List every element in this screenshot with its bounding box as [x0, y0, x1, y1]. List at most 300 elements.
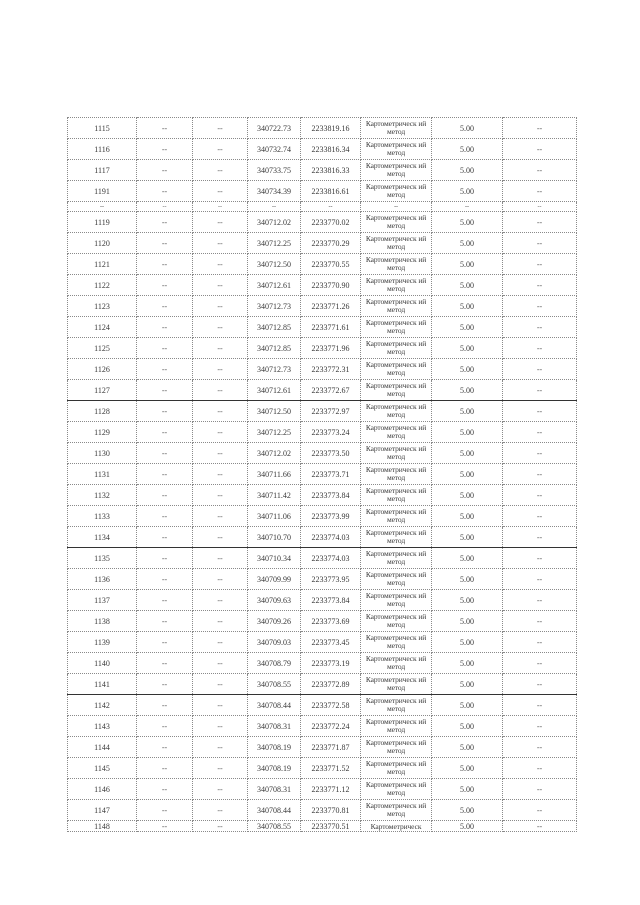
x-coordinate-cell: 340712.25: [248, 422, 301, 443]
y-coordinate-cell: 2233770.02: [301, 212, 361, 233]
empty-cell: --: [137, 779, 193, 800]
empty-cell: --: [137, 443, 193, 464]
y-coordinate-cell: 2233770.90: [301, 275, 361, 296]
empty-cell: --: [137, 233, 193, 254]
x-coordinate-cell: 340708.44: [248, 695, 301, 716]
accuracy-cell: 5.00: [432, 632, 503, 653]
coordinates-table: [67, 117, 577, 832]
method-cell: Картометрическ ий метод: [361, 160, 432, 181]
method-cell: Картометрическ ий метод: [361, 212, 432, 233]
x-coordinate-cell: 340712.50: [248, 401, 301, 422]
x-coordinate-cell: 340712.02: [248, 443, 301, 464]
y-coordinate-cell: 2233773.99: [301, 506, 361, 527]
empty-cell: --: [503, 233, 577, 254]
empty-cell: --: [503, 443, 577, 464]
y-coordinate-cell: 2233773.84: [301, 485, 361, 506]
point-number-cell: 1191: [68, 181, 137, 202]
point-number-cell: 1128: [68, 401, 137, 422]
accuracy-cell: 5.00: [432, 758, 503, 779]
empty-cell: --: [503, 674, 577, 695]
empty-cell: --: [503, 254, 577, 275]
empty-cell: --: [193, 275, 248, 296]
empty-cell: --: [137, 716, 193, 737]
method-cell: Картометрическ ий метод: [361, 443, 432, 464]
empty-cell: --: [193, 296, 248, 317]
point-number-cell: 1122: [68, 275, 137, 296]
empty-cell: --: [193, 443, 248, 464]
empty-cell: --: [193, 590, 248, 611]
y-coordinate-cell: 2233771.52: [301, 758, 361, 779]
table-row: [68, 181, 577, 202]
accuracy-cell: 5.00: [432, 160, 503, 181]
method-cell: Картометрическ ий метод: [361, 569, 432, 590]
x-coordinate-cell: 340709.63: [248, 590, 301, 611]
table-row: [68, 674, 577, 695]
empty-cell: --: [193, 695, 248, 716]
empty-cell: --: [503, 359, 577, 380]
method-cell: Картометрическ ий метод: [361, 380, 432, 401]
accuracy-cell: 5.00: [432, 800, 503, 821]
empty-cell: --: [193, 338, 248, 359]
x-coordinate-cell: 340711.42: [248, 485, 301, 506]
accuracy-cell: 5.00: [432, 737, 503, 758]
empty-cell: --: [503, 275, 577, 296]
empty-cell: --: [193, 800, 248, 821]
method-cell: Картометрическ ий метод: [361, 464, 432, 485]
x-coordinate-cell: 340708.19: [248, 758, 301, 779]
x-coordinate-cell: --: [248, 202, 301, 212]
empty-cell: --: [193, 737, 248, 758]
empty-cell: --: [193, 401, 248, 422]
empty-cell: --: [137, 485, 193, 506]
accuracy-cell: 5.00: [432, 527, 503, 548]
empty-cell: --: [193, 779, 248, 800]
empty-cell: --: [193, 359, 248, 380]
y-coordinate-cell: 2233771.87: [301, 737, 361, 758]
y-coordinate-cell: 2233771.12: [301, 779, 361, 800]
table-row: [68, 800, 577, 821]
x-coordinate-cell: 340712.73: [248, 359, 301, 380]
empty-cell: --: [137, 275, 193, 296]
point-number-cell: 1121: [68, 254, 137, 275]
empty-cell: --: [137, 569, 193, 590]
x-coordinate-cell: 340708.31: [248, 716, 301, 737]
table-row: [68, 569, 577, 590]
empty-cell: --: [137, 118, 193, 139]
table-row: [68, 275, 577, 296]
empty-cell: --: [137, 548, 193, 569]
empty-cell: --: [137, 821, 193, 832]
x-coordinate-cell: 340708.55: [248, 821, 301, 832]
empty-cell: --: [503, 118, 577, 139]
y-coordinate-cell: 2233772.67: [301, 380, 361, 401]
method-cell: Картометрическ ий метод: [361, 233, 432, 254]
x-coordinate-cell: 340734.39: [248, 181, 301, 202]
empty-cell: --: [193, 181, 248, 202]
y-coordinate-cell: 2233774.03: [301, 527, 361, 548]
point-number-cell: 1130: [68, 443, 137, 464]
x-coordinate-cell: 340709.03: [248, 632, 301, 653]
empty-cell: --: [503, 800, 577, 821]
empty-cell: --: [137, 181, 193, 202]
table-row: [68, 443, 577, 464]
y-coordinate-cell: 2233771.26: [301, 296, 361, 317]
table-row: [68, 779, 577, 800]
method-cell: Картометрическ ий метод: [361, 401, 432, 422]
table-row: [68, 401, 577, 422]
table-row: [68, 254, 577, 275]
table-row: [68, 464, 577, 485]
empty-cell: --: [193, 139, 248, 160]
table-row: [68, 338, 577, 359]
method-cell: Картометрическ ий метод: [361, 118, 432, 139]
y-coordinate-cell: 2233773.95: [301, 569, 361, 590]
empty-cell: --: [193, 506, 248, 527]
empty-cell: --: [503, 401, 577, 422]
y-coordinate-cell: 2233816.34: [301, 139, 361, 160]
empty-cell: --: [193, 160, 248, 181]
point-number-cell: 1129: [68, 422, 137, 443]
empty-cell: --: [137, 695, 193, 716]
empty-cell: --: [137, 758, 193, 779]
empty-cell: --: [193, 611, 248, 632]
point-number-cell: --: [68, 202, 137, 212]
empty-cell: --: [137, 590, 193, 611]
point-number-cell: 1136: [68, 569, 137, 590]
method-cell: Картометрическ ий метод: [361, 506, 432, 527]
accuracy-cell: 5.00: [432, 653, 503, 674]
accuracy-cell: 5.00: [432, 380, 503, 401]
method-cell: Картометрическ ий метод: [361, 254, 432, 275]
point-number-cell: 1135: [68, 548, 137, 569]
method-cell: Картометрическ ий метод: [361, 611, 432, 632]
y-coordinate-cell: 2233816.33: [301, 160, 361, 181]
empty-cell: --: [503, 821, 577, 832]
method-cell: Картометрическ ий метод: [361, 548, 432, 569]
empty-cell: --: [137, 464, 193, 485]
empty-cell: --: [193, 674, 248, 695]
table-row: [68, 118, 577, 139]
empty-cell: --: [137, 401, 193, 422]
empty-cell: --: [503, 296, 577, 317]
empty-cell: --: [503, 737, 577, 758]
point-number-cell: 1131: [68, 464, 137, 485]
empty-cell: --: [137, 359, 193, 380]
accuracy-cell: 5.00: [432, 359, 503, 380]
empty-cell: --: [137, 632, 193, 653]
method-cell: Картометрическ ий метод: [361, 758, 432, 779]
table-row: [68, 590, 577, 611]
accuracy-cell: 5.00: [432, 821, 503, 832]
accuracy-cell: 5.00: [432, 139, 503, 160]
y-coordinate-cell: 2233774.03: [301, 548, 361, 569]
empty-cell: --: [503, 317, 577, 338]
method-cell: Картометрическ ий метод: [361, 338, 432, 359]
method-cell: Картометрическ ий метод: [361, 737, 432, 758]
y-coordinate-cell: 2233773.19: [301, 653, 361, 674]
method-cell: Картометрическ ий метод: [361, 422, 432, 443]
table-row: [68, 317, 577, 338]
x-coordinate-cell: 340732.74: [248, 139, 301, 160]
empty-cell: --: [503, 506, 577, 527]
empty-cell: --: [503, 464, 577, 485]
point-number-cell: 1141: [68, 674, 137, 695]
point-number-cell: 1138: [68, 611, 137, 632]
y-coordinate-cell: 2233773.69: [301, 611, 361, 632]
y-coordinate-cell: 2233773.71: [301, 464, 361, 485]
point-number-cell: 1137: [68, 590, 137, 611]
empty-cell: --: [193, 212, 248, 233]
table-row: [68, 422, 577, 443]
x-coordinate-cell: 340709.26: [248, 611, 301, 632]
empty-cell: --: [193, 632, 248, 653]
table-row: [68, 380, 577, 401]
table-row: [68, 359, 577, 380]
method-cell: Картометрическ: [361, 821, 432, 832]
point-number-cell: 1132: [68, 485, 137, 506]
table-row: [68, 548, 577, 569]
point-number-cell: 1139: [68, 632, 137, 653]
x-coordinate-cell: 340712.50: [248, 254, 301, 275]
y-coordinate-cell: 2233771.61: [301, 317, 361, 338]
point-number-cell: 1144: [68, 737, 137, 758]
empty-cell: --: [193, 821, 248, 832]
accuracy-cell: 5.00: [432, 611, 503, 632]
x-coordinate-cell: 340712.73: [248, 296, 301, 317]
empty-cell: --: [137, 422, 193, 443]
x-coordinate-cell: 340712.85: [248, 338, 301, 359]
point-number-cell: 1125: [68, 338, 137, 359]
point-number-cell: 1117: [68, 160, 137, 181]
method-cell: Картометрическ ий метод: [361, 296, 432, 317]
empty-cell: --: [503, 653, 577, 674]
empty-cell: --: [503, 181, 577, 202]
method-cell: Картометрическ ий метод: [361, 653, 432, 674]
point-number-cell: 1133: [68, 506, 137, 527]
empty-cell: --: [193, 548, 248, 569]
table-row: [68, 233, 577, 254]
table-row: [68, 506, 577, 527]
y-coordinate-cell: 2233772.24: [301, 716, 361, 737]
method-cell: Картометрическ ий метод: [361, 275, 432, 296]
empty-cell: --: [137, 338, 193, 359]
y-coordinate-cell: 2233772.31: [301, 359, 361, 380]
accuracy-cell: 5.00: [432, 254, 503, 275]
x-coordinate-cell: 340722.73: [248, 118, 301, 139]
point-number-cell: 1119: [68, 212, 137, 233]
accuracy-cell: 5.00: [432, 338, 503, 359]
empty-cell: --: [503, 569, 577, 590]
table-row: [68, 160, 577, 181]
empty-cell: --: [503, 716, 577, 737]
accuracy-cell: 5.00: [432, 118, 503, 139]
x-coordinate-cell: 340708.19: [248, 737, 301, 758]
empty-cell: --: [503, 338, 577, 359]
point-number-cell: 1146: [68, 779, 137, 800]
empty-cell: --: [503, 212, 577, 233]
accuracy-cell: 5.00: [432, 401, 503, 422]
accuracy-cell: 5.00: [432, 422, 503, 443]
empty-cell: --: [193, 254, 248, 275]
x-coordinate-cell: 340711.66: [248, 464, 301, 485]
method-cell: Картометрическ ий метод: [361, 527, 432, 548]
y-coordinate-cell: 2233773.84: [301, 590, 361, 611]
empty-cell: --: [193, 380, 248, 401]
method-cell: Картометрическ ий метод: [361, 139, 432, 160]
table-body: [68, 118, 577, 832]
accuracy-cell: 5.00: [432, 275, 503, 296]
accuracy-cell: 5.00: [432, 296, 503, 317]
empty-cell: --: [503, 422, 577, 443]
empty-cell: --: [137, 506, 193, 527]
table-row: [68, 632, 577, 653]
empty-cell: --: [137, 611, 193, 632]
x-coordinate-cell: 340708.31: [248, 779, 301, 800]
empty-cell: --: [137, 254, 193, 275]
point-number-cell: 1120: [68, 233, 137, 254]
empty-cell: --: [503, 527, 577, 548]
y-coordinate-cell: 2233816.61: [301, 181, 361, 202]
y-coordinate-cell: 2233819.16: [301, 118, 361, 139]
accuracy-cell: 5.00: [432, 317, 503, 338]
y-coordinate-cell: 2233773.24: [301, 422, 361, 443]
x-coordinate-cell: 340712.25: [248, 233, 301, 254]
point-number-cell: 1148: [68, 821, 137, 832]
method-cell: Картометрическ ий метод: [361, 632, 432, 653]
x-coordinate-cell: 340712.02: [248, 212, 301, 233]
accuracy-cell: --: [432, 202, 503, 212]
y-coordinate-cell: 2233770.29: [301, 233, 361, 254]
method-cell: --: [361, 202, 432, 212]
table-row: [68, 758, 577, 779]
empty-cell: --: [503, 695, 577, 716]
accuracy-cell: 5.00: [432, 779, 503, 800]
empty-cell: --: [193, 716, 248, 737]
accuracy-cell: 5.00: [432, 590, 503, 611]
empty-cell: --: [137, 202, 193, 212]
empty-cell: --: [193, 485, 248, 506]
method-cell: Картометрическ ий метод: [361, 674, 432, 695]
empty-cell: --: [193, 569, 248, 590]
y-coordinate-cell: 2233772.89: [301, 674, 361, 695]
table-row: [68, 737, 577, 758]
method-cell: Картометрическ ий метод: [361, 695, 432, 716]
point-number-cell: 1127: [68, 380, 137, 401]
point-number-cell: 1123: [68, 296, 137, 317]
accuracy-cell: 5.00: [432, 443, 503, 464]
empty-cell: --: [137, 212, 193, 233]
empty-cell: --: [137, 674, 193, 695]
y-coordinate-cell: 2233772.97: [301, 401, 361, 422]
empty-cell: --: [193, 422, 248, 443]
empty-cell: --: [193, 758, 248, 779]
point-number-cell: 1134: [68, 527, 137, 548]
point-number-cell: 1145: [68, 758, 137, 779]
x-coordinate-cell: 340708.55: [248, 674, 301, 695]
empty-cell: --: [193, 653, 248, 674]
table-row: [68, 527, 577, 548]
x-coordinate-cell: 340711.06: [248, 506, 301, 527]
table-row: [68, 695, 577, 716]
empty-cell: --: [193, 527, 248, 548]
empty-cell: --: [137, 800, 193, 821]
accuracy-cell: 5.00: [432, 569, 503, 590]
empty-cell: --: [137, 139, 193, 160]
empty-cell: --: [503, 779, 577, 800]
y-coordinate-cell: 2233772.58: [301, 695, 361, 716]
table-row: [68, 611, 577, 632]
table-row: [68, 821, 577, 832]
empty-cell: --: [137, 737, 193, 758]
point-number-cell: 1147: [68, 800, 137, 821]
empty-cell: --: [503, 590, 577, 611]
x-coordinate-cell: 340710.34: [248, 548, 301, 569]
empty-cell: --: [193, 202, 248, 212]
empty-cell: --: [193, 118, 248, 139]
empty-cell: --: [193, 233, 248, 254]
table-row: [68, 202, 577, 212]
table-row: [68, 716, 577, 737]
empty-cell: --: [137, 160, 193, 181]
accuracy-cell: 5.00: [432, 485, 503, 506]
method-cell: Картометрическ ий метод: [361, 779, 432, 800]
accuracy-cell: 5.00: [432, 548, 503, 569]
method-cell: Картометрическ ий метод: [361, 359, 432, 380]
x-coordinate-cell: 340708.79: [248, 653, 301, 674]
empty-cell: --: [137, 296, 193, 317]
method-cell: Картометрическ ий метод: [361, 590, 432, 611]
table-row: [68, 212, 577, 233]
accuracy-cell: 5.00: [432, 674, 503, 695]
y-coordinate-cell: 2233773.45: [301, 632, 361, 653]
method-cell: Картометрическ ий метод: [361, 181, 432, 202]
point-number-cell: 1142: [68, 695, 137, 716]
empty-cell: --: [503, 160, 577, 181]
point-number-cell: 1143: [68, 716, 137, 737]
empty-cell: --: [503, 202, 577, 212]
accuracy-cell: 5.00: [432, 212, 503, 233]
empty-cell: --: [137, 380, 193, 401]
x-coordinate-cell: 340712.85: [248, 317, 301, 338]
y-coordinate-cell: 2233770.55: [301, 254, 361, 275]
method-cell: Картометрическ ий метод: [361, 800, 432, 821]
empty-cell: --: [503, 139, 577, 160]
point-number-cell: 1140: [68, 653, 137, 674]
method-cell: Картометрическ ий метод: [361, 485, 432, 506]
method-cell: Картометрическ ий метод: [361, 716, 432, 737]
table-row: [68, 653, 577, 674]
empty-cell: --: [137, 653, 193, 674]
point-number-cell: 1116: [68, 139, 137, 160]
accuracy-cell: 5.00: [432, 233, 503, 254]
x-coordinate-cell: 340712.61: [248, 380, 301, 401]
point-number-cell: 1124: [68, 317, 137, 338]
empty-cell: --: [503, 380, 577, 401]
point-number-cell: 1126: [68, 359, 137, 380]
table-row: [68, 296, 577, 317]
empty-cell: --: [503, 548, 577, 569]
empty-cell: --: [503, 485, 577, 506]
empty-cell: --: [193, 464, 248, 485]
y-coordinate-cell: 2233770.81: [301, 800, 361, 821]
empty-cell: --: [503, 632, 577, 653]
x-coordinate-cell: 340708.44: [248, 800, 301, 821]
accuracy-cell: 5.00: [432, 464, 503, 485]
accuracy-cell: 5.00: [432, 506, 503, 527]
accuracy-cell: 5.00: [432, 181, 503, 202]
point-number-cell: 1115: [68, 118, 137, 139]
empty-cell: --: [503, 758, 577, 779]
